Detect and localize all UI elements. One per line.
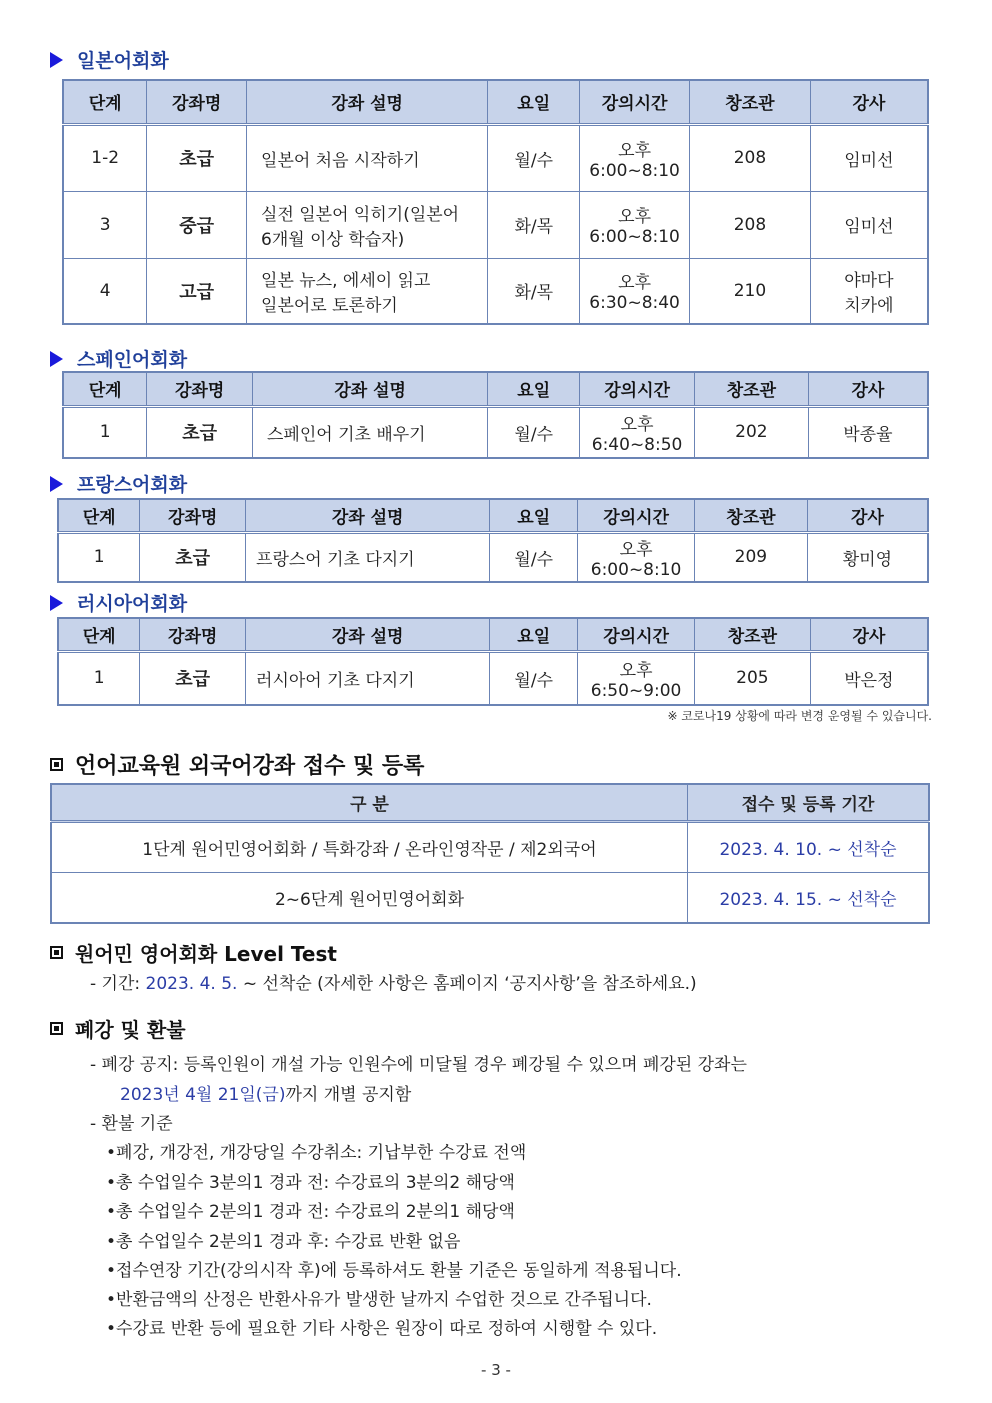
col-header: 단계 — [63, 80, 147, 124]
covid-note: ※ 코로나19 상황에 따라 변경 운영될 수 있습니다. — [667, 709, 932, 723]
time-cell — [580, 124, 690, 191]
day-cell: 화/목 — [488, 191, 580, 258]
col-header: 강의시간 — [580, 80, 690, 124]
col-header: 강좌 설명 — [246, 499, 490, 532]
table-row — [63, 258, 928, 324]
day-cell: 월/수 — [488, 124, 580, 191]
course-name-cell: 고급 — [147, 258, 247, 324]
col-header: 창조관 — [695, 499, 808, 532]
time-cell — [578, 651, 695, 705]
col-header: 강사 — [810, 618, 928, 651]
table-row — [58, 651, 928, 705]
room-cell: 205 — [695, 651, 811, 705]
time-period: 오후 — [618, 207, 652, 227]
refund-item: •총 수업일수 2분의1 경과 전: 수강료의 2분의1 해당액 — [106, 1202, 515, 1222]
description-line: 실전 일본어 익히기(일본어 — [261, 204, 460, 225]
day-cell: 월/수 — [490, 651, 578, 705]
refund-item: •총 수업일수 3분의1 경과 전: 수강료의 3분의2 해당액 — [106, 1173, 515, 1193]
time-range: 6:00~8:10 — [589, 227, 680, 247]
time-cell — [578, 532, 695, 582]
square-bullet-icon — [50, 1022, 63, 1035]
text: - 기간: — [90, 974, 146, 994]
table-row — [58, 532, 928, 582]
japanese-course-table — [62, 79, 929, 325]
level-cell: 1-2 — [63, 124, 147, 191]
col-header: 단계 — [63, 372, 147, 406]
col-header: 창조관 — [690, 80, 811, 124]
day-cell: 월/수 — [490, 532, 578, 582]
teacher-line: 치카에 — [844, 295, 894, 316]
col-header: 창조관 — [695, 618, 811, 651]
col-header: 요일 — [488, 372, 580, 406]
col-header: 강좌 설명 — [247, 80, 488, 124]
col-header: 강좌 설명 — [253, 372, 488, 406]
col-header: 창조관 — [695, 372, 809, 406]
heading-text: 원어민 영어회화 Level Test — [75, 942, 337, 966]
teacher-cell: 황미영 — [807, 532, 928, 582]
triangle-bullet-icon — [50, 476, 63, 492]
col-header: 구 분 — [51, 784, 687, 822]
registration-table — [50, 783, 930, 924]
room-cell: 210 — [690, 258, 811, 324]
col-header: 강좌명 — [140, 499, 246, 532]
description-cell: 러시아어 기초 다지기 — [246, 651, 490, 705]
col-header: 강좌명 — [140, 618, 246, 651]
section-title: 프랑스어회화 — [77, 474, 188, 496]
description-line: 일본어 처음 시작하기 — [261, 150, 420, 171]
refund-heading — [50, 1014, 186, 1043]
time-range: 6:40~8:50 — [591, 434, 683, 455]
table-row — [51, 873, 929, 924]
col-header: 강의시간 — [580, 372, 695, 406]
description-line: 일본 뉴스, 에세이 읽고 — [261, 270, 431, 291]
section-japanese — [50, 46, 169, 73]
teacher-cell: 박은정 — [810, 651, 928, 705]
level-cell: 1 — [58, 651, 140, 705]
level-cell: 1 — [58, 532, 140, 582]
room-cell: 202 — [695, 406, 809, 458]
level-cell: 1 — [63, 406, 147, 458]
room-cell: 209 — [695, 532, 808, 582]
triangle-bullet-icon — [50, 595, 63, 611]
refund-item: •수강료 반환 등에 필요한 기타 사항은 원장이 따로 정하여 시행할 수 있다. — [106, 1319, 658, 1339]
time-period: 오후 — [620, 414, 654, 435]
russian-course-table — [57, 617, 929, 706]
section-title: 일본어회화 — [77, 50, 169, 72]
col-header: 강좌명 — [147, 372, 253, 406]
square-bullet-icon — [50, 946, 63, 959]
category-cell: 2~6단계 원어민영어회화 — [51, 873, 687, 924]
table-row — [63, 191, 928, 258]
heading-text: 언어교육원 외국어강좌 접수 및 등록 — [75, 754, 425, 779]
day-cell: 월/수 — [488, 406, 580, 458]
time-period: 오후 — [619, 660, 653, 681]
col-header: 요일 — [488, 80, 580, 124]
page-number: - 3 - — [481, 1361, 511, 1379]
col-header: 단계 — [58, 499, 140, 532]
description-cell: 프랑스어 기초 다지기 — [246, 532, 490, 582]
course-name-cell: 초급 — [147, 124, 247, 191]
description-cell — [247, 124, 488, 191]
time-cell — [580, 406, 695, 458]
table-row — [51, 822, 929, 873]
time-range: 6:30~8:40 — [589, 293, 680, 314]
col-header: 요일 — [490, 499, 578, 532]
period-cell: 2023. 4. 10. ~ 선착순 — [687, 822, 929, 873]
text: ~ 선착순 (자세한 사항은 홈페이지 ‘공지사항’을 참조하세요.) — [237, 974, 697, 994]
closure-notice: - 폐강 공지: 등록인원이 개설 가능 인원수에 미달될 경우 폐강될 수 있으며 폐강된 강좌는 — [90, 1055, 747, 1075]
time-period: 오후 — [619, 539, 653, 560]
date-text: 2023. 4. 5. — [145, 974, 238, 994]
course-name-cell: 초급 — [140, 532, 246, 582]
section-russian — [50, 589, 187, 616]
category-cell: 1단계 원어민영어회화 / 특화강좌 / 온라인영작문 / 제2외국어 — [51, 822, 687, 873]
teacher-cell — [810, 258, 928, 324]
col-header: 강사 — [807, 499, 928, 532]
closure-notice-cont — [120, 1080, 411, 1105]
course-name-cell: 중급 — [147, 191, 247, 258]
time-cell — [580, 258, 690, 324]
room-cell: 208 — [690, 124, 811, 191]
description-line: 일본어로 토론하기 — [261, 295, 398, 316]
time-range: 6:00~8:10 — [589, 160, 680, 181]
time-cell — [580, 191, 690, 258]
col-header: 단계 — [58, 618, 140, 651]
col-header: 접수 및 등록 기간 — [687, 784, 929, 822]
col-header: 요일 — [490, 618, 578, 651]
col-header: 강사 — [808, 372, 928, 406]
refund-item: •폐강, 개강전, 개강당일 수강취소: 기납부한 수강료 전액 — [106, 1143, 527, 1163]
teacher-cell: 박종율 — [808, 406, 928, 458]
time-period: 오후 — [618, 140, 652, 161]
time-range: 6:00~8:10 — [590, 559, 682, 580]
refund-criteria-label: - 환불 기준 — [90, 1114, 173, 1134]
triangle-bullet-icon — [50, 351, 63, 367]
col-header: 강사 — [810, 80, 928, 124]
teacher-line: 야마다 — [844, 270, 894, 291]
level-cell: 3 — [63, 191, 147, 258]
course-name-cell: 초급 — [147, 406, 253, 458]
level-test-heading — [50, 938, 337, 967]
description-line: 6개월 이상 학습자) — [261, 229, 405, 250]
square-bullet-icon — [50, 758, 63, 771]
table-row — [63, 406, 928, 458]
section-spanish — [50, 345, 187, 372]
description-cell — [247, 191, 488, 258]
section-title: 스페인어회화 — [77, 349, 188, 371]
refund-item: •총 수업일수 2분의1 경과 후: 수강료 반환 없음 — [106, 1232, 461, 1252]
registration-heading — [50, 749, 424, 780]
spanish-course-table — [62, 371, 929, 459]
text: 까지 개별 공지함 — [285, 1085, 412, 1105]
french-course-table — [57, 498, 929, 583]
section-title: 러시아어회화 — [77, 593, 188, 615]
level-cell: 4 — [63, 258, 147, 324]
heading-text: 폐강 및 환불 — [75, 1018, 186, 1042]
period-cell: 2023. 4. 15. ~ 선착순 — [687, 873, 929, 924]
col-header: 강의시간 — [578, 618, 695, 651]
section-french — [50, 470, 187, 497]
room-cell: 208 — [690, 191, 811, 258]
refund-item: •반환금액의 산정은 반환사유가 발생한 날까지 수업한 것으로 간주됩니다. — [106, 1290, 652, 1310]
col-header: 강좌 설명 — [246, 618, 490, 651]
triangle-bullet-icon — [50, 52, 63, 68]
description-cell: 스페인어 기초 배우기 — [253, 406, 488, 458]
table-row — [63, 124, 928, 191]
date-text: 2023년 4월 21일(금) — [120, 1085, 286, 1105]
level-test-period — [90, 969, 697, 994]
course-name-cell: 초급 — [140, 651, 246, 705]
teacher-cell: 임미선 — [810, 124, 928, 191]
description-cell — [247, 258, 488, 324]
day-cell: 화/목 — [488, 258, 580, 324]
time-range: 6:50~9:00 — [590, 680, 682, 701]
time-period: 오후 — [618, 273, 652, 294]
col-header: 강의시간 — [578, 499, 695, 532]
teacher-cell: 임미선 — [810, 191, 928, 258]
col-header: 강좌명 — [147, 80, 247, 124]
refund-item: •접수연장 기간(강의시작 후)에 등록하셔도 환불 기준은 동일하게 적용됩니다. — [106, 1261, 682, 1281]
